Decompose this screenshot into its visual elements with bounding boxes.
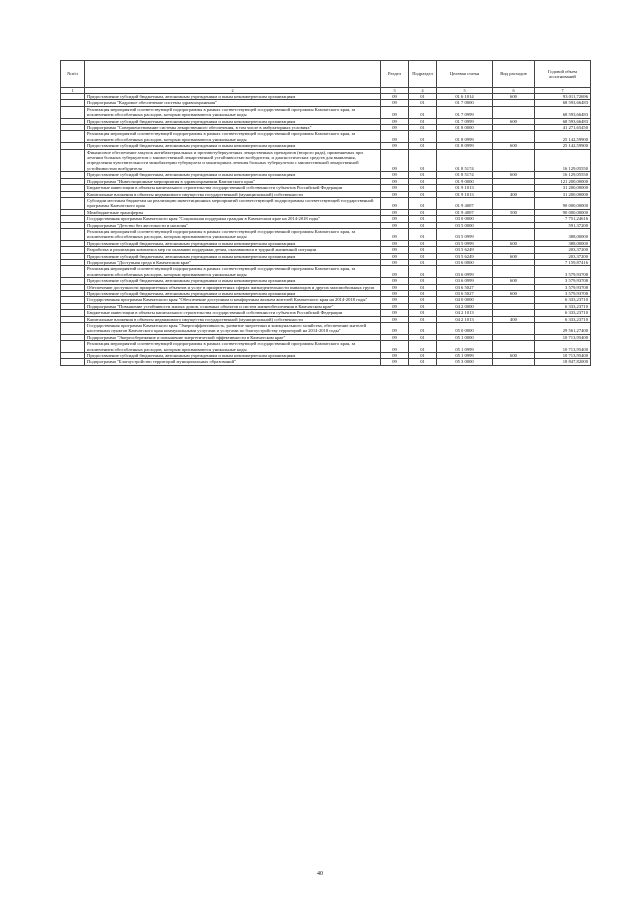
row-vid: 600 xyxy=(493,291,535,297)
row-podrazdel: 01 xyxy=(409,284,437,290)
row-sum: 31 200,00000 xyxy=(535,185,591,191)
row-podrazdel: 01 xyxy=(409,228,437,240)
row-name: Подпрограмма "Детство без жестокости и насилия" xyxy=(85,222,381,228)
table-header xyxy=(61,61,591,94)
row-podrazdel: 01 xyxy=(409,253,437,259)
row-sum: 90 000,00000 xyxy=(535,197,591,209)
row-number xyxy=(61,131,85,143)
row-podrazdel: 01 xyxy=(409,323,437,335)
row-podrazdel: 01 xyxy=(409,259,437,265)
row-razdel: 09 xyxy=(381,149,409,172)
row-razdel: 09 xyxy=(381,259,409,265)
row-tselevaya: 01 9 1013 xyxy=(437,185,493,191)
row-tselevaya: 03 6 5027 xyxy=(437,291,493,297)
row-name: Предоставление субсидий бюджетным, автономным учреждениям и иным некоммерческим организациям xyxy=(85,278,381,284)
table-row xyxy=(61,228,591,240)
row-number xyxy=(61,359,85,365)
row-sum: 203,37200 xyxy=(535,247,591,253)
row-vid: 600 xyxy=(493,353,535,359)
row-name: Бюджетные инвестиции в объекты капитального строительства государственной собственности субъектов Российской Федерации xyxy=(85,310,381,316)
row-name: Предоставление субсидий бюджетным, автономным учреждениям и иным некоммерческим организациям xyxy=(85,253,381,259)
row-vid xyxy=(493,323,535,335)
row-name: Финансовое обеспечение закупок антибактериальных и противотуберкулезных лекарственных препаратов (второго ряда), применяемых при лечении больных туберкулезом с множественной лекарственной устойчивостью возбудителя, и диагностических средств для выявления, определения чувствительности микобактерии туберкулеза и мониторинга лечения больных туберкулезом с множественной лекарственной устойчивостью возбудителя xyxy=(85,149,381,172)
row-name: Бюджетные инвестиции в объекты капитального строительства государственной собственности субъектов Российской Федерации xyxy=(85,185,381,191)
row-sum: 7 751,24616 xyxy=(535,216,591,222)
table-row xyxy=(61,359,591,365)
row-name: Государственная программа Камчатского края "Социальная поддержка граждан в Камчатском крае на 2014-2018 годы" xyxy=(85,216,381,222)
col-header-razdel: Раздел xyxy=(381,61,409,88)
row-tselevaya: 01 8 5174 xyxy=(437,172,493,178)
row-podrazdel: 01 xyxy=(409,222,437,228)
row-podrazdel: 01 xyxy=(409,100,437,106)
row-sum: 18 847,82000 xyxy=(535,359,591,365)
row-tselevaya: 05 1 0999 xyxy=(437,341,493,353)
col-header-name xyxy=(85,61,381,88)
row-name: Реализация мероприятий соответствующей подпрограммы в рамках соответствующей государственной программы Камчатского края, за исключением обособленных расходов, которым присваиваются уникальные коды xyxy=(85,341,381,353)
row-tselevaya: 04 2 1013 xyxy=(437,316,493,322)
row-sum: 203,37200 xyxy=(535,253,591,259)
row-razdel: 09 xyxy=(381,178,409,184)
row-tselevaya: 03 5 0999 xyxy=(437,240,493,246)
row-razdel: 09 xyxy=(381,323,409,335)
row-razdel: 09 xyxy=(381,291,409,297)
table-row xyxy=(61,149,591,172)
row-razdel: 09 xyxy=(381,209,409,215)
row-razdel: 09 xyxy=(381,118,409,124)
row-sum: 6 333,23710 xyxy=(535,310,591,316)
row-sum: 25 142,59900 xyxy=(535,131,591,143)
budget-table xyxy=(60,60,591,366)
row-vid: 400 xyxy=(493,191,535,197)
row-name: Государственная программа Камчатского края "Энергоэффективность, развитие энергетики и коммунального хозяйства, обеспечение жителей населенных пунктов Камчатского края коммунальными услугами и услугами по благоустройству территорий на 2014-2018 годы" xyxy=(85,323,381,335)
row-razdel: 09 xyxy=(381,222,409,228)
row-name: Реализация мероприятий соответствующей подпрограммы в рамках соответствующей государственной программы Камчатского края, за исключением обособленных расходов, которым присваиваются уникальные коды xyxy=(85,266,381,278)
row-tselevaya: 01 9 4007 xyxy=(437,197,493,209)
row-sum: 6 333,23710 xyxy=(535,303,591,309)
row-razdel: 09 xyxy=(381,284,409,290)
row-tselevaya: 01 6 1014 xyxy=(437,94,493,100)
row-podrazdel: 01 xyxy=(409,216,437,222)
table-row xyxy=(61,266,591,278)
col-index-7: 7 xyxy=(535,88,591,94)
row-sum: 41 271,65450 xyxy=(535,125,591,131)
row-podrazdel: 01 xyxy=(409,266,437,278)
col-header-num: №п/п xyxy=(61,61,85,88)
row-name: Подпрограмма "Энергосбережение и повышение энергетической эффективности в Камчатском крае" xyxy=(85,334,381,340)
row-tselevaya: 01 9 0000 xyxy=(437,178,493,184)
row-razdel: 09 xyxy=(381,240,409,246)
row-razdel: 09 xyxy=(381,106,409,118)
row-razdel: 09 xyxy=(381,143,409,149)
row-tselevaya: 03 0 0000 xyxy=(437,216,493,222)
row-vid xyxy=(493,149,535,172)
row-name: Предоставление субсидий бюджетным, автономным учреждениям и иным некоммерческим организациям xyxy=(85,94,381,100)
row-podrazdel: 01 xyxy=(409,303,437,309)
row-vid: 400 xyxy=(493,316,535,322)
row-name: Реализация мероприятий соответствующей подпрограммы в рамках соответствующей государственной программы Камчатского края, за исключением обособленных расходов, которым присваиваются уникальные коды xyxy=(85,106,381,118)
row-podrazdel: 01 xyxy=(409,278,437,284)
row-razdel: 09 xyxy=(381,303,409,309)
row-razdel: 09 xyxy=(381,334,409,340)
row-vid: 600 xyxy=(493,240,535,246)
row-podrazdel: 01 xyxy=(409,353,437,359)
row-vid xyxy=(493,341,535,353)
row-sum: 3 579,93708 xyxy=(535,284,591,290)
row-podrazdel: 01 xyxy=(409,191,437,197)
row-razdel: 09 xyxy=(381,125,409,131)
row-podrazdel: 01 xyxy=(409,178,437,184)
row-vid xyxy=(493,106,535,118)
row-tselevaya: 04 2 0000 xyxy=(437,303,493,309)
row-name: Реализация мероприятий соответствующей подпрограммы в рамках соответствующей государственной программы Камчатского края, за исключением обособленных расходов, которым присваиваются уникальные коды xyxy=(85,228,381,240)
row-podrazdel: 01 xyxy=(409,359,437,365)
table-row xyxy=(61,197,591,209)
row-tselevaya: 05 0 0000 xyxy=(437,323,493,335)
page-number: 40 xyxy=(317,871,323,877)
col-header-podrazdel: Подраздел xyxy=(409,61,437,88)
row-razdel: 09 xyxy=(381,191,409,197)
row-podrazdel: 01 xyxy=(409,334,437,340)
col-header-vid: Вид расходов xyxy=(493,61,535,88)
row-podrazdel: 01 xyxy=(409,291,437,297)
row-podrazdel: 01 xyxy=(409,247,437,253)
row-tselevaya: 03 5 0999 xyxy=(437,228,493,240)
row-name: Подпрограмма "Совершенствование системы лекарственного обеспечения, в том числе в амбулаторных условиях" xyxy=(85,125,381,131)
row-razdel: 09 xyxy=(381,266,409,278)
row-tselevaya: 01 9 1013 xyxy=(437,191,493,197)
row-number xyxy=(61,266,85,278)
col-index-1: 1 xyxy=(61,88,85,94)
row-sum: 3 579,93708 xyxy=(535,291,591,297)
row-number xyxy=(61,106,85,118)
row-tselevaya: 03 5 6249 xyxy=(437,253,493,259)
row-sum: 591,37200 xyxy=(535,222,591,228)
row-razdel: 09 xyxy=(381,316,409,322)
row-sum: 90 000,00000 xyxy=(535,209,591,215)
row-vid: 600 xyxy=(493,172,535,178)
row-sum: 121 200,00000 xyxy=(535,178,591,184)
col-index-5: 5 xyxy=(437,88,493,94)
row-sum: 93 011,72696 xyxy=(535,94,591,100)
row-razdel: 09 xyxy=(381,341,409,353)
row-razdel: 09 xyxy=(381,310,409,316)
table-row xyxy=(61,341,591,353)
row-name: Подпрограмма "Доступная среда в Камчатском крае" xyxy=(85,259,381,265)
row-podrazdel: 01 xyxy=(409,94,437,100)
row-vid: 600 xyxy=(493,143,535,149)
row-vid: 600 xyxy=(493,118,535,124)
row-number xyxy=(61,228,85,240)
row-razdel: 09 xyxy=(381,131,409,143)
row-number xyxy=(61,197,85,209)
row-sum: 68 593,66483 xyxy=(535,100,591,106)
row-tselevaya: 01 7 0000 xyxy=(437,100,493,106)
row-razdel: 09 xyxy=(381,100,409,106)
row-name: Предоставление субсидий бюджетным, автономным учреждениям и иным некоммерческим организациям xyxy=(85,291,381,297)
row-razdel: 09 xyxy=(381,94,409,100)
row-number xyxy=(61,149,85,172)
table-row xyxy=(61,131,591,143)
row-name: Подпрограмма "Кадровое обеспечение системы здравоохранения" xyxy=(85,100,381,106)
row-sum: 16 129,05550 xyxy=(535,172,591,178)
row-tselevaya: 01 7 0999 xyxy=(437,118,493,124)
row-name: Подпрограмма "Благоустройство территорий муниципальных образований" xyxy=(85,359,381,365)
col-header-obem: Годовой объем ассигнований xyxy=(535,61,591,88)
table-body xyxy=(61,94,591,366)
row-sum: 25 142,59900 xyxy=(535,143,591,149)
row-sum: 6 333,23710 xyxy=(535,316,591,322)
row-podrazdel: 01 xyxy=(409,310,437,316)
row-name: Межбюджетные трансферты xyxy=(85,209,381,215)
row-tselevaya: 05 3 0000 xyxy=(437,359,493,365)
row-razdel: 09 xyxy=(381,359,409,365)
row-tselevaya: 03 5 0000 xyxy=(437,222,493,228)
row-podrazdel: 01 xyxy=(409,125,437,131)
row-vid xyxy=(493,266,535,278)
row-tselevaya: 01 8 0999 xyxy=(437,143,493,149)
row-name: Обеспечение доступности приоритетных объектов и услуг в приоритетных сферах жизнедеятельности инвалидов и других маломобильных групп xyxy=(85,284,381,290)
row-sum: 3 579,93708 xyxy=(535,278,591,284)
row-sum: 3 579,93708 xyxy=(535,266,591,278)
row-tselevaya: 03 6 0999 xyxy=(437,278,493,284)
row-name: Предоставление субсидий бюджетным, автономным учреждениям и иным некоммерческим организациям xyxy=(85,353,381,359)
row-name: Предоставление субсидий бюджетным, автономным учреждениям и иным некоммерческим организациям xyxy=(85,143,381,149)
row-podrazdel: 01 xyxy=(409,149,437,172)
table-row xyxy=(61,323,591,335)
row-vid xyxy=(493,359,535,365)
row-tselevaya: 05 1 0999 xyxy=(437,353,493,359)
row-sum: 7 159,87416 xyxy=(535,259,591,265)
row-name: Субсидии местным бюджетам на реализацию инвестиционных мероприятий соответствующей подпрограммы соответствующей государственной программы Камчатского края xyxy=(85,197,381,209)
row-razdel: 09 xyxy=(381,228,409,240)
row-sum: 388,00000 xyxy=(535,228,591,240)
row-tselevaya: 01 8 0000 xyxy=(437,125,493,131)
row-vid: 600 xyxy=(493,94,535,100)
row-razdel: 09 xyxy=(381,172,409,178)
row-podrazdel: 01 xyxy=(409,209,437,215)
row-sum: 68 593,66483 xyxy=(535,106,591,118)
row-sum: 68 593,66483 xyxy=(535,118,591,124)
row-razdel: 09 xyxy=(381,253,409,259)
row-razdel: 09 xyxy=(381,278,409,284)
row-podrazdel: 01 xyxy=(409,197,437,209)
row-sum: 31 200,00000 xyxy=(535,191,591,197)
row-vid xyxy=(493,131,535,143)
col-index-6: 6 xyxy=(493,88,535,94)
row-tselevaya: 01 7 0999 xyxy=(437,106,493,118)
budget-table-sheet xyxy=(60,60,590,366)
row-name: Предоставление субсидий бюджетным, автономным учреждениям и иным некоммерческим организациям xyxy=(85,172,381,178)
row-vid xyxy=(493,197,535,209)
row-name: Подпрограмма "Инвестиционные мероприятия в здравоохранении Камчатского края" xyxy=(85,178,381,184)
row-podrazdel: 01 xyxy=(409,131,437,143)
row-sum: 16 129,05550 xyxy=(535,149,591,172)
row-tselevaya: 04 2 1013 xyxy=(437,310,493,316)
row-podrazdel: 01 xyxy=(409,316,437,322)
row-podrazdel: 01 xyxy=(409,143,437,149)
col-index-3: 3 xyxy=(381,88,409,94)
row-number xyxy=(61,323,85,335)
row-tselevaya: 01 8 5174 xyxy=(437,149,493,172)
row-razdel: 09 xyxy=(381,353,409,359)
row-podrazdel: 01 xyxy=(409,297,437,303)
row-podrazdel: 01 xyxy=(409,172,437,178)
table-row xyxy=(61,106,591,118)
row-podrazdel: 01 xyxy=(409,240,437,246)
row-tselevaya: 01 8 0999 xyxy=(437,131,493,143)
row-name: Предоставление субсидий бюджетным, автономным учреждениям и иным некоммерческим организациям xyxy=(85,118,381,124)
row-name: Реализация мероприятий соответствующей подпрограммы в рамках соответствующей государственной программы Камчатского края, за исключением обособленных расходов, которым присваиваются уникальные коды xyxy=(85,131,381,143)
row-sum: 29 561,27400 xyxy=(535,323,591,335)
row-number xyxy=(61,341,85,353)
row-sum: 6 333,23710 xyxy=(535,297,591,303)
row-name: Подпрограмма "Повышение устойчивости жилых домов, основных объектов и систем жизнеобеспечения в Камчатском крае" xyxy=(85,303,381,309)
row-name: Капитальные вложения в объекты недвижимого имущества государственной (муниципальной) собственности xyxy=(85,316,381,322)
row-razdel: 09 xyxy=(381,216,409,222)
row-tselevaya: 03 6 5027 xyxy=(437,284,493,290)
row-razdel: 09 xyxy=(381,297,409,303)
row-podrazdel: 01 xyxy=(409,185,437,191)
row-vid: 500 xyxy=(493,209,535,215)
row-razdel: 09 xyxy=(381,247,409,253)
row-razdel: 09 xyxy=(381,197,409,209)
row-tselevaya: 01 9 4007 xyxy=(437,209,493,215)
row-vid: 600 xyxy=(493,253,535,259)
row-tselevaya: 05 1 0000 xyxy=(437,334,493,340)
row-name: Разработка и реализация комплекса мер по оказанию поддержки детям, оказавшимся в трудной жизненной ситуации xyxy=(85,247,381,253)
row-podrazdel: 01 xyxy=(409,106,437,118)
row-name: Предоставление субсидий бюджетным, автономным учреждениям и иным некоммерческим организациям xyxy=(85,240,381,246)
row-tselevaya: 03 6 0999 xyxy=(437,266,493,278)
row-sum: 10 713,95400 xyxy=(535,353,591,359)
row-vid xyxy=(493,228,535,240)
row-name: Капитальные вложения в объекты недвижимого имущества государственной (муниципальной) собственности xyxy=(85,191,381,197)
row-tselevaya: 04 0 0000 xyxy=(437,297,493,303)
row-sum: 10 713,95400 xyxy=(535,341,591,353)
row-tselevaya: 03 6 0000 xyxy=(437,259,493,265)
row-podrazdel: 01 xyxy=(409,341,437,353)
row-podrazdel: 01 xyxy=(409,118,437,124)
row-razdel: 09 xyxy=(381,185,409,191)
row-vid: 600 xyxy=(493,278,535,284)
row-name: Государственная программа Камчатского края "Обеспечение доступным и комфортным жильем жителей Камчатского края на 2014-2018 годы" xyxy=(85,297,381,303)
col-index-4: 4 xyxy=(409,88,437,94)
col-header-tselevaya: Целевая статья xyxy=(437,61,493,88)
col-index-2: 2 xyxy=(85,88,381,94)
row-sum: 388,00000 xyxy=(535,240,591,246)
row-sum: 10 713,95400 xyxy=(535,334,591,340)
row-tselevaya: 03 5 6249 xyxy=(437,247,493,253)
